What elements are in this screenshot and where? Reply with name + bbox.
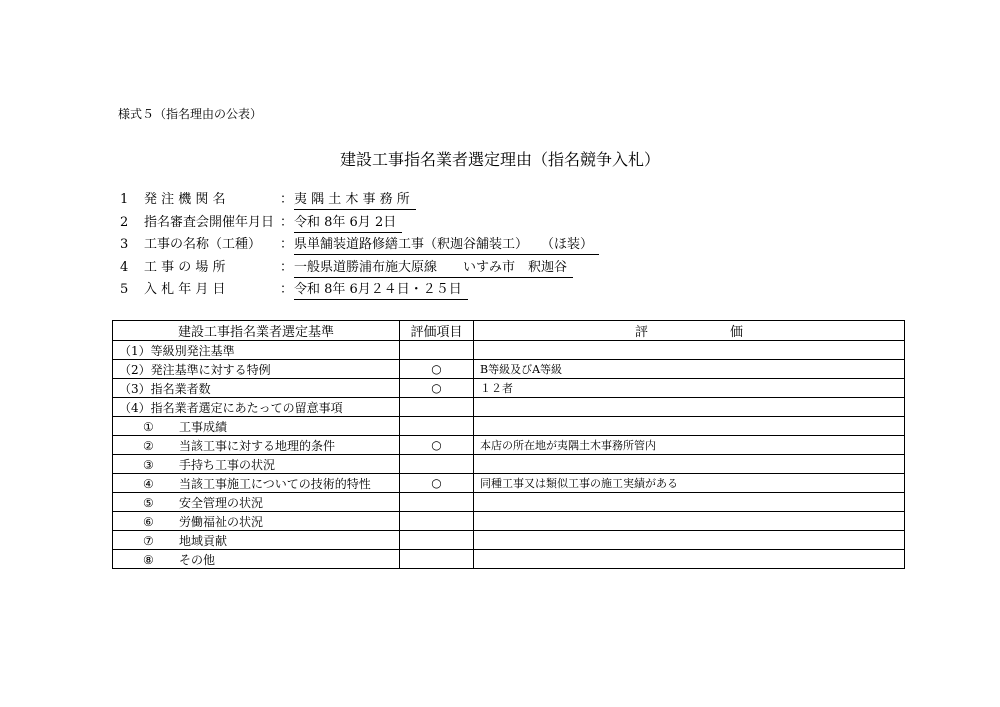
- criterion-cell: [113, 360, 400, 379]
- table-row: [113, 474, 905, 493]
- evaluation-cell: B等級及びA等級: [474, 360, 905, 379]
- info-row-location: [120, 257, 599, 280]
- info-value-project-name: 県単舗装道路修繕工事（釈迦谷舗装工） （ほ装）: [294, 236, 599, 255]
- info-value-bid-date: 令和 8年 6月２４日・２５日: [294, 281, 468, 300]
- eval-mark-cell: [400, 512, 474, 531]
- criterion-text: 地域貢献: [179, 533, 228, 548]
- header-evaluation-char-2: 価: [729, 325, 743, 340]
- evaluation-cell: [474, 493, 905, 512]
- table-row: [113, 493, 905, 512]
- criterion-cell: [113, 550, 400, 569]
- criterion-text: その他: [179, 552, 216, 567]
- form-number-label: 様式５（指名理由の公表）: [118, 107, 263, 121]
- criterion-cell: [113, 341, 400, 360]
- criterion-text: （3）指名業者数: [119, 381, 211, 396]
- eval-mark-cell: [400, 455, 474, 474]
- criterion-text: 手持ち工事の状況: [179, 457, 276, 472]
- info-label: 工 事 の 場 所: [144, 259, 226, 275]
- criterion-cell: [113, 398, 400, 417]
- criterion-cell: [113, 455, 400, 474]
- criterion-cell: [113, 531, 400, 550]
- info-colon: ：: [280, 282, 294, 297]
- eval-mark-cell: ○: [400, 474, 474, 493]
- criterion-number: ⑤: [143, 495, 154, 510]
- eval-mark-cell: ○: [400, 379, 474, 398]
- eval-mark-cell: [400, 531, 474, 550]
- evaluation-cell: [474, 455, 905, 474]
- info-number: 5: [120, 282, 129, 297]
- info-number: 3: [120, 237, 129, 252]
- eval-mark-cell: ○: [400, 360, 474, 379]
- info-colon: ：: [280, 192, 294, 207]
- criterion-number: ②: [143, 438, 154, 453]
- criterion-text: （4）指名業者選定にあたっての留意事項: [119, 400, 343, 415]
- header-eval-item: 評価項目: [400, 321, 474, 341]
- criterion-number: ⑦: [143, 533, 154, 548]
- info-number: 2: [120, 214, 129, 230]
- table-row: [113, 398, 905, 417]
- header-evaluation-char-1: 評: [634, 325, 648, 340]
- info-colon: ：: [280, 214, 294, 230]
- criterion-number: ⑧: [143, 552, 154, 567]
- evaluation-cell: [474, 341, 905, 360]
- criterion-cell: [113, 474, 400, 493]
- criterion-cell: [113, 493, 400, 512]
- info-value-agency: 夷 隅 土 木 事 務 所: [294, 191, 416, 210]
- table-row: [113, 455, 905, 474]
- info-row-review-date: [120, 212, 599, 235]
- criterion-text: 当該工事施工についての技術的特性: [179, 476, 371, 491]
- info-number: 4: [120, 259, 129, 275]
- table-row: [113, 341, 905, 360]
- table-row: [113, 379, 905, 398]
- info-row-project-name: [120, 234, 599, 257]
- criterion-text: （2）発注基準に対する特例: [119, 362, 271, 377]
- evaluation-cell: [474, 398, 905, 417]
- info-row-agency: [120, 189, 599, 212]
- criterion-text: 工事成績: [179, 419, 228, 434]
- evaluation-cell: １２者: [474, 379, 905, 398]
- eval-mark-cell: [400, 398, 474, 417]
- info-list: [120, 189, 599, 302]
- info-value-review-date: 令和 8年 6月 2日: [294, 214, 402, 233]
- table-row: [113, 550, 905, 569]
- criterion-text: 安全管理の状況: [179, 495, 264, 510]
- criterion-number: ④: [143, 476, 154, 491]
- criterion-text: 当該工事に対する地理的条件: [179, 438, 336, 453]
- info-label: 指名審査会開催年月日: [144, 214, 275, 230]
- eval-mark-cell: [400, 493, 474, 512]
- table-row: [113, 417, 905, 436]
- criterion-number: ③: [143, 457, 154, 472]
- info-label: 入 札 年 月 日: [144, 282, 226, 297]
- info-value-location: 一般県道勝浦布施大原線 いすみ市 釈迦谷: [294, 259, 573, 278]
- evaluation-cell: [474, 531, 905, 550]
- eval-mark-cell: [400, 417, 474, 436]
- table-header-row: [113, 321, 905, 341]
- evaluation-cell: 本店の所在地が夷隅土木事務所管内: [474, 436, 905, 455]
- table-row: [113, 436, 905, 455]
- evaluation-cell: [474, 417, 905, 436]
- info-colon: ：: [280, 237, 294, 252]
- info-colon: ：: [280, 259, 294, 275]
- eval-mark-cell: ○: [400, 436, 474, 455]
- document-title: 建設工事指名業者選定理由（指名競争入札）: [339, 150, 660, 169]
- eval-mark-cell: [400, 550, 474, 569]
- evaluation-cell: 同種工事又は類似工事の施工実績がある: [474, 474, 905, 493]
- criterion-cell: [113, 512, 400, 531]
- criterion-text: （1）等級別発注基準: [119, 343, 235, 358]
- criterion-text: 労働福祉の状況: [179, 514, 264, 529]
- criterion-cell: [113, 436, 400, 455]
- evaluation-cell: [474, 550, 905, 569]
- table-row: [113, 512, 905, 531]
- evaluation-cell: [474, 512, 905, 531]
- header-criteria: 建設工事指名業者選定基準: [113, 321, 400, 341]
- table-row: [113, 531, 905, 550]
- criterion-cell: [113, 417, 400, 436]
- info-label: 発 注 機 関 名: [144, 192, 226, 207]
- eval-mark-cell: [400, 341, 474, 360]
- info-label: 工事の名称（工種）: [144, 237, 262, 252]
- criterion-number: ⑥: [143, 514, 154, 529]
- table-row: [113, 360, 905, 379]
- info-number: 1: [120, 192, 129, 207]
- selection-criteria-table: [112, 320, 905, 569]
- info-row-bid-date: [120, 279, 599, 302]
- criterion-cell: [113, 379, 400, 398]
- header-evaluation: [474, 321, 905, 341]
- criterion-number: ①: [143, 419, 154, 434]
